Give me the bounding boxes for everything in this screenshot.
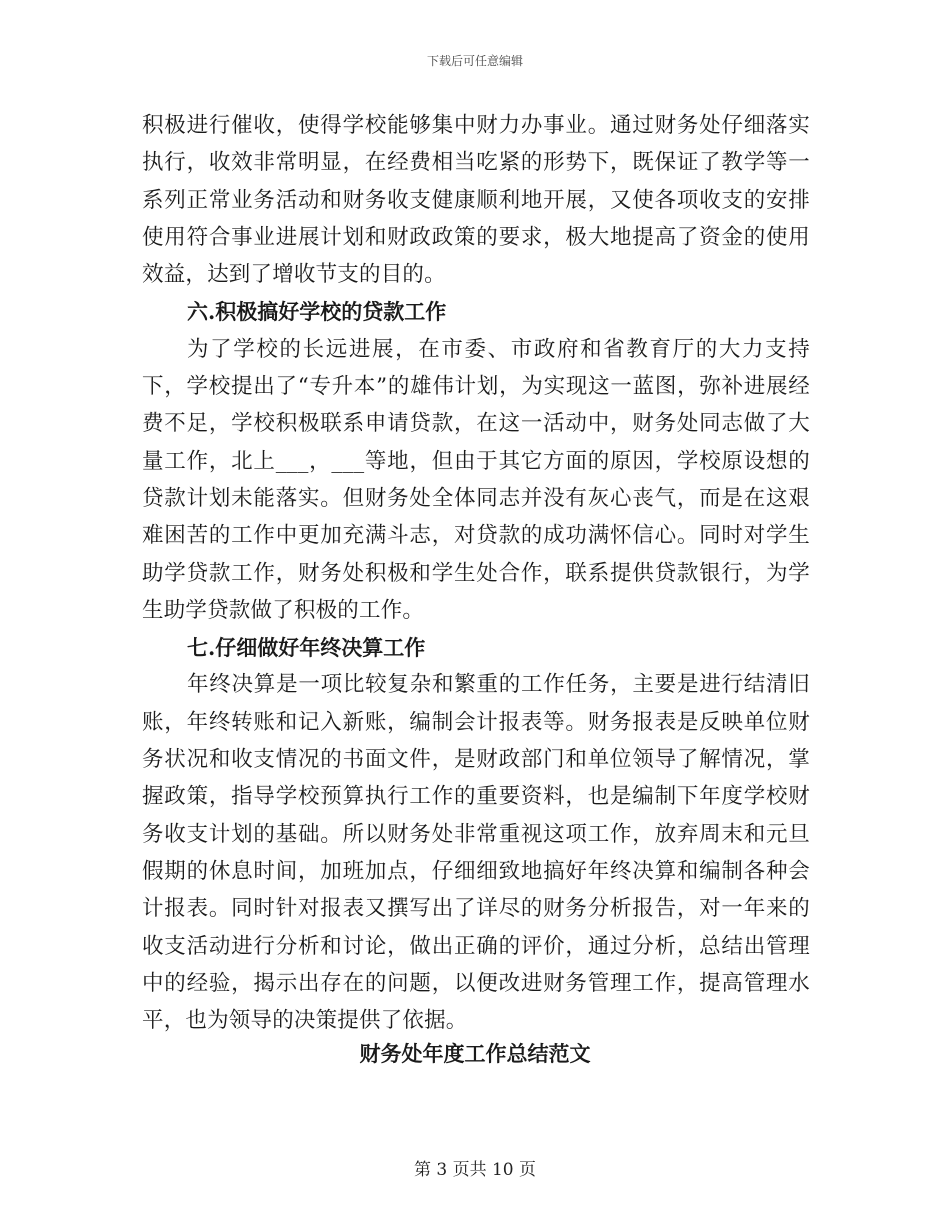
page-number: 第 3 页共 10 页	[413, 1160, 537, 1180]
document-body	[142, 107, 810, 1039]
section-heading-6: 六.积极搞好学校的贷款工作	[187, 299, 447, 325]
document-title: 财务处年度工作总结范文	[359, 1041, 591, 1066]
paragraph-continuation: 积极进行催收，使得学校能够集中财力办事业。通过财务处仔细落实执行，收效非常明显，在经费相当吃紧的形势下，既保证了教学等一系列正常业务活动和财务收支健康顺利地开展，又使各项收支的安排使用符合事业进展计划和财政政策的要求，极大地提高了资金的使用效益，达到了增收节支的目的。	[142, 113, 810, 288]
paragraph-loans: 为了学校的长远进展，在市委、市政府和省教育厅的大力支持下，学校提出了“专升本”的雄伟计划，为实现这一蓝图，弥补进展经费不足，学校积极联系申请贷款，在这一活动中，财务处同志做了大量工作，北上___，___等地，但由于其它方面的原因，学校原设想的贷款计划未能落实。但财务处全体同志并没有灰心丧气，而是在这艰难困苦的工作中更加充满斗志，对贷款的成功满怀信心。同时对学生助学贷款工作，财务处积极和学生处合作，联系提供贷款银行，为学生助学贷款做了积极的工作。	[142, 336, 810, 623]
page-header: 下载后可任意编辑	[426, 54, 523, 68]
paragraph-year-end: 年终决算是一项比较复杂和繁重的工作任务，主要是进行结清旧账，年终转账和记入新账，编制会计报表等。财务报表是反映单位财务状况和收支情况的书面文件，是财政部门和单位领导了解情况，掌握政策，指导学校预算执行工作的重要资料，也是编制下年度学校财务收支计划的基础。所以财务处非常重视这项工作，放弃周末和元旦假期的休息时间，加班加点，仔细细致地搞好年终决算和编制各种会计报表。同时针对报表又撰写出了详尽的财务分析报告，对一年来的收支活动进行分析和讨论，做出正确的评价，通过分析，总结出管理中的经验，揭示出存在的问题，以便改进财务管理工作，提高管理水平，也为领导的决策提供了依据。	[142, 672, 810, 1034]
section-heading-7: 七.仔细做好年终决算工作	[187, 635, 426, 661]
